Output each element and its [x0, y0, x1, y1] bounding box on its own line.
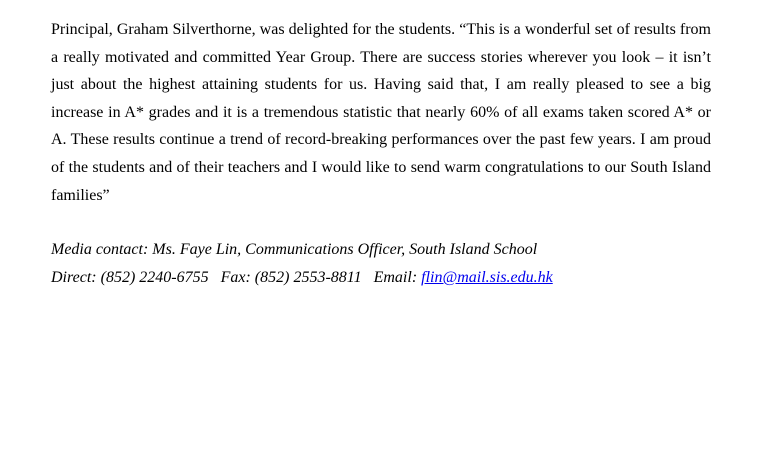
- email-link[interactable]: flin@mail.sis.edu.hk: [421, 269, 553, 287]
- media-contact-block: [51, 236, 711, 292]
- body-paragraph: Principal, Graham Silverthorne, was delighted for the students. “This is a wonderful set of results from a really motivated and committed Year Group. There are success stories wherever you look – it isn’t just about the highest attaining students for us. Having said that, I am really pleased to see a big increase in A* grades and it is a tremendous statistic that nearly 60% of all exams taken scored A* or A. These results continue a trend of record-breaking performances over the past few years. I am proud of the students and of their teachers and I would like to send warm congratulations to our South Island families”: [51, 21, 711, 204]
- contact-numbers-line: [51, 264, 711, 292]
- document-page: [51, 16, 711, 292]
- contact-numbers-text: Direct: (852) 2240-6755 Fax: (852) 2553-8811 Email:: [51, 269, 422, 287]
- media-contact-line: Media contact: Ms. Faye Lin, Communications Officer, South Island School: [51, 241, 538, 259]
